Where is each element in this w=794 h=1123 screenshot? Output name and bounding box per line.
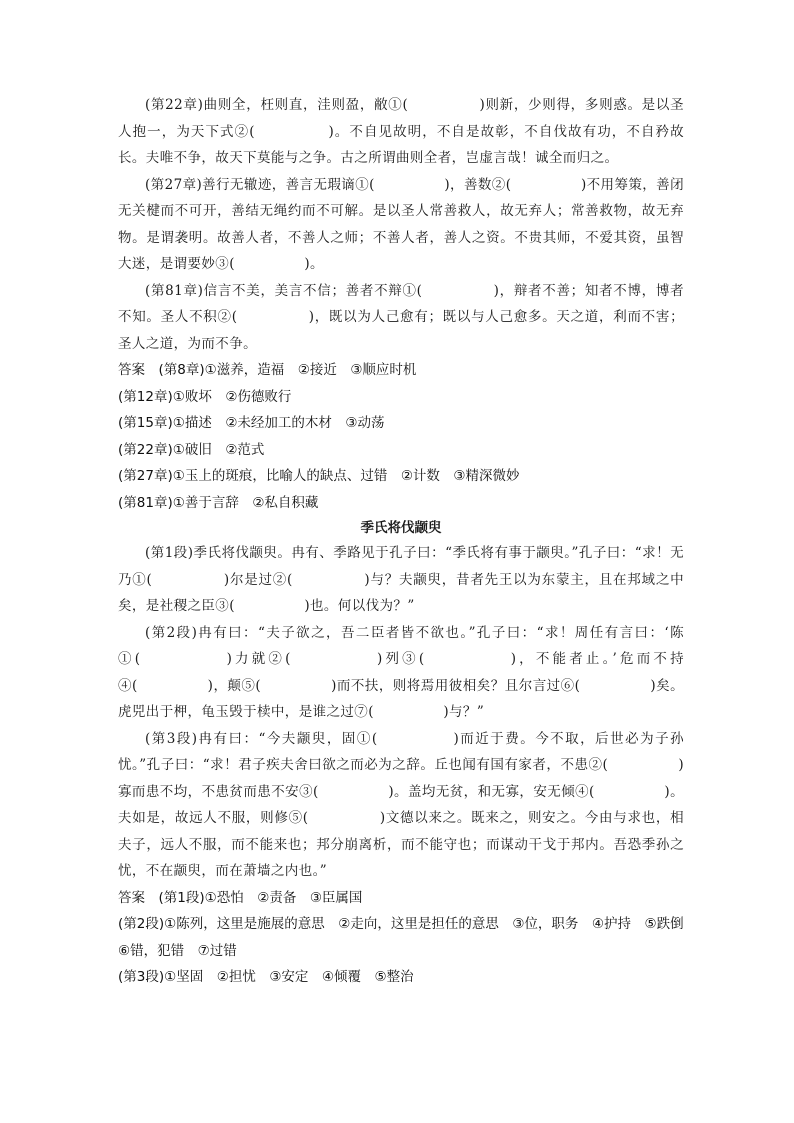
paragraph-2-text: (第2段)冉有曰：“夫子欲之，吾二臣者皆不欲也。”孔子曰：“求！周任有言曰：‘陈①( )力就②( )列③( )，不能者止。’危而不持④( )，颠⑤( )而不扶，则将焉用彼相矣？且尔言过⑥( )矣。虎兕出于柙，龟玉毁于椟中，是谁之过⑦( )与？”	[118, 624, 684, 720]
answer-line: 答案 (第8章)①滋养，造福 ②接近 ③顺应时机	[118, 362, 417, 378]
answer-line: (第81章)①善于言辞 ②私自积藏	[118, 494, 319, 511]
paragraph-3-text: (第3段)冉有曰：“今夫颛臾，固①( )而近于费。今不取，后世必为子孙忧。”孔子曰：“求！君子疾夫舍曰欲之而必为之辞。丘也闻有国有家者，不患②( )寡而患不均，不患贫而患不安③( )。盖均无贫，和无寡，安无倾④( )。夫如是，故远人不服，则修⑤( )文德以来之。既来之，则安之。今由与求也，相夫子，远人不服，而不能来也；邦分崩离析，而不能守也；而谋动干戈于邦内。吾恐季孙之忧，不在颛臾，而在萧墙之内也。”	[118, 730, 684, 879]
answer-line: (第27章)①玉上的斑痕，比喻人的缺点、过错 ②计数 ③精深微妙	[118, 468, 520, 484]
answer-line: (第22章)①破旧 ②范式	[118, 441, 265, 458]
document-page	[118, 92, 698, 991]
answer-line: (第12章)①败坏 ②伤德败行	[118, 388, 292, 405]
answer-line: (第2段)①陈列，这里是施展的意思 ②走向，这里是担任的意思 ③位，职务 ④护持 ⑤跌倒 ⑥错，犯错 ⑦过错	[118, 916, 698, 959]
chapter-22-text: (第22章)曲则全，枉则直，洼则盈，敝①( )则新，少则得，多则惑。是以圣人抱一，为天下式②( )。不自见故明，不自是故彰，不自伐故有功，不自矜故长。夫唯不争，故天下莫能与之争。古之所谓曲则全者，岂虚言哉！诚全而归之。	[118, 97, 684, 166]
chapter-81-text: (第81章)信言不美，美言不信；善者不辩①( )，辩者不善；知者不博，博者不知。圣人不积②( )，既以为人己愈有；既以与人己愈多。天之道，利而不害；圣人之道，为而不争。	[118, 282, 684, 352]
answer-line: (第15章)①描述 ②未经加工的木材 ③动荡	[118, 415, 385, 431]
answer-line: (第3段)①坚固 ②担忧 ③安定 ④倾覆 ⑤整治	[118, 969, 414, 985]
chapter-27-text: (第27章)善行无辙迹，善言无瑕谪①( )，善数②( )不用筹策，善闭无关楗而不可开，善结无绳约而不可解。是以圣人常善救人，故无弃人；常善救物，故无弃物。是谓袭明。故善人者，不善人之师；不善人者，善人之资。不贵其师，不爱其资，虽智大迷，是谓要妙③( )。	[118, 176, 684, 272]
section-title: 季氏将伐颛臾	[360, 520, 442, 536]
paragraph-1-text: (第1段)季氏将伐颛臾。冉有、季路见于孔子曰：“季氏将有事于颛臾。”孔子曰：“求！无乃①( )尔是过②( )与？夫颛臾，昔者先王以为东蒙主，且在邦域之中矣，是社稷之臣③( )也。何以伐为？”	[118, 545, 684, 614]
answer-line: 答案 (第1段)①恐怕 ②责备 ③臣属国	[118, 889, 363, 906]
